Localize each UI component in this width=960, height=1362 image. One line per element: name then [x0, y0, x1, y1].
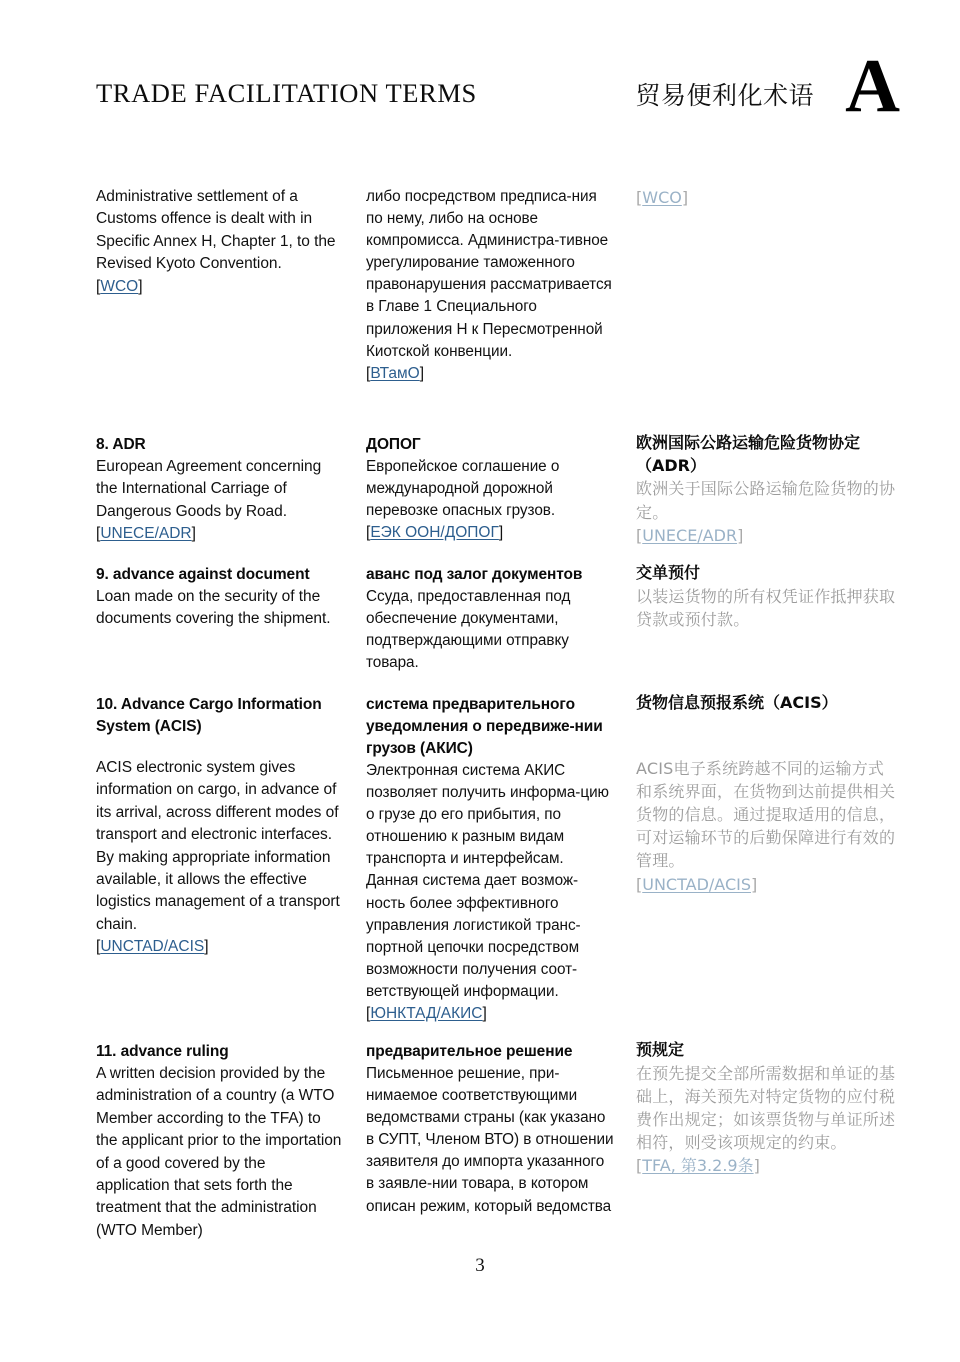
entry-continued-wco-en [96, 186, 342, 298]
reference-link[interactable]: ВТамО [370, 364, 420, 382]
definition-text: ACIS electronic system gives information on cargo, in advance of its arrival, across different modes of transport and electronic interfaces. By making appropriate information available, it allows the effective logistics management of a transport chain. [96, 759, 340, 933]
section-letter-a: A [845, 44, 900, 128]
entry-advance-ruling-zh [636, 1039, 898, 1178]
term-heading: 11. advance ruling [96, 1043, 229, 1060]
entry-continued-wco-zh [636, 186, 898, 209]
bracket-close: ] [737, 525, 744, 545]
definition-text: либо посредством предписа-ния по нему, либо на основе компромисса. Администра-тивное урегулирование таможенного правонарушения рассматривается в Главе 1 Специального приложения H к Пересмотренной Киотской конвенции. [366, 188, 612, 360]
entry-advance-ruling-ru [366, 1041, 616, 1218]
reference-link[interactable]: UNCTAD/ACIS [100, 938, 205, 956]
page-header [96, 44, 900, 134]
term-heading: 9. advance against document [96, 566, 310, 583]
definition-text: European Agreement concerning the International Carriage of Dangerous Goods by Road. [96, 458, 322, 520]
entry-adr-ru [366, 434, 616, 545]
term-heading: 10. Advance Cargo Information System (ACIS) [96, 696, 322, 735]
reference-link[interactable]: TFA, 第3.2.9条 [642, 1156, 754, 1176]
bracket-open: [ [96, 277, 101, 295]
term-heading: 欧洲国际公路运输危险货物协定（ADR） [636, 433, 861, 475]
reference-link[interactable]: UNCTAD/ACIS [642, 874, 751, 894]
entry-acis-zh [636, 692, 898, 896]
spacer [636, 715, 898, 757]
header-title-english: TRADE FACILITATION TERMS [96, 78, 477, 108]
reference-link[interactable]: ЮНКТАД/АКИС [370, 1005, 483, 1023]
reference-unece-adr [636, 524, 898, 547]
entry-adr-en [96, 434, 342, 546]
definition-text: Administrative settlement of a Customs offence is dealt with in Specific Annex H, Chapter 1, to the Revised Kyoto Convention. [96, 188, 336, 273]
definition-text: 在预先提交全部所需数据和单证的基础上，海关预先对特定货物的应付税费作出规定；如该票货物与单证所述相符，则受该项规定的约束。 [636, 1063, 896, 1153]
reference-wco [636, 186, 898, 209]
bracket-open: [ [636, 525, 643, 545]
reference-tfa-article [636, 1154, 898, 1177]
bracket-open: [ [366, 364, 371, 382]
term-heading: 交单预付 [636, 563, 701, 582]
entry-acis-ru [366, 694, 616, 1025]
definition-text: Loan made on the security of the documents covering the shipment. [96, 588, 331, 628]
definition-text: Ссуда, предоставленная под обеспечение документами, подтверждающими отправку товара. [366, 588, 571, 672]
bracket-open: [ [366, 524, 371, 542]
bracket-open: [ [366, 1005, 371, 1023]
bracket-open: [ [636, 188, 643, 207]
bracket-close: ] [681, 188, 689, 207]
definition-text: Европейское соглашение о международной дорожной перевозке опасных грузов. [366, 458, 560, 520]
bracket-close: ] [191, 525, 196, 543]
reference-unece-adr [96, 523, 342, 545]
bracket-close: ] [753, 1156, 760, 1176]
entry-advance-against-document-zh [636, 562, 898, 631]
page-number: 3 [475, 1255, 485, 1276]
reference-link[interactable]: UNECE/ADR [642, 525, 738, 545]
term-heading: ДОПОГ [366, 436, 421, 453]
reference-yunktad-akis [366, 1003, 616, 1025]
reference-eek-oon-dopog [366, 522, 616, 544]
term-heading: 货物信息预报系统（ACIS） [636, 693, 838, 712]
reference-wco [96, 276, 342, 298]
reference-link[interactable]: ЕЭК ООН/ДОПОГ [370, 524, 499, 542]
definition-text: A written decision provided by the administration of a country (a WTO Member according to the TFA) to the applicant prior to the importation of a good covered by the application that sets forth the treatment that the administration (WTO Member) [96, 1065, 342, 1239]
definition-text: 以装运货物的所有权凭证作抵押获取贷款或预付款。 [636, 586, 896, 629]
definition-text: Письменное решение, при-нимаемое соответствующими ведомствами страны (как указано в СУПТ, Членом ВТО) в отношении заявителя до импорта указанного в заявле-нии товара, в котором описан режим, который ведомства [366, 1065, 614, 1215]
bracket-close: ] [498, 524, 504, 542]
term-heading: аванс под залог документов [366, 566, 583, 583]
entry-adr-zh [636, 432, 898, 547]
bracket-open: [ [96, 525, 101, 543]
bracket-close: ] [419, 364, 425, 382]
term-heading: 8. ADR [96, 436, 146, 453]
entry-advance-against-document-en [96, 564, 342, 631]
bracket-close: ] [482, 1005, 487, 1023]
header-title-chinese: 贸易便利化术语 [635, 81, 814, 110]
entry-advance-ruling-en [96, 1041, 342, 1242]
bracket-close: ] [138, 277, 143, 295]
reference-vtamo [366, 363, 616, 385]
bracket-close: ] [751, 874, 758, 894]
bracket-open: [ [636, 1156, 643, 1176]
spacer [96, 738, 342, 757]
reference-link[interactable]: UNECE/ADR [100, 525, 192, 543]
reference-link[interactable]: WCO [642, 188, 682, 207]
definition-text: Электронная система АКИС позволяет получить информа-цию о грузе до его прибытия, по отношению к разным видам транспорта и интерфейсам. Данная система дает возмож-ность более эффективного управления логистикой транс-портной цепочки посредством возможности получения соот-ветствующей информации. [366, 762, 609, 1000]
entry-advance-against-document-ru [366, 564, 616, 674]
bracket-open: [ [636, 874, 643, 894]
reference-link[interactable]: WCO [100, 277, 139, 295]
bracket-close: ] [204, 938, 209, 956]
term-heading: система предварительного уведомления о передвиже-нии грузов (АКИС) [366, 696, 603, 757]
term-heading: 预规定 [636, 1040, 685, 1059]
term-heading: предварительное решение [366, 1043, 573, 1060]
definition-text: ACIS电子系统跨越不同的运输方式和系统界面，在货物到达前提供相关货物的信息。通过提取适用的信息，可对运输环节的后勤保障进行有效的管理。 [636, 758, 896, 871]
entry-continued-wco-ru [366, 186, 616, 385]
definition-text: 欧洲关于国际公路运输危险货物的协定。 [636, 479, 896, 522]
reference-unctad-acis [96, 936, 342, 958]
entry-acis-en [96, 694, 342, 959]
bracket-open: [ [96, 938, 101, 956]
reference-unctad-acis [636, 873, 898, 896]
